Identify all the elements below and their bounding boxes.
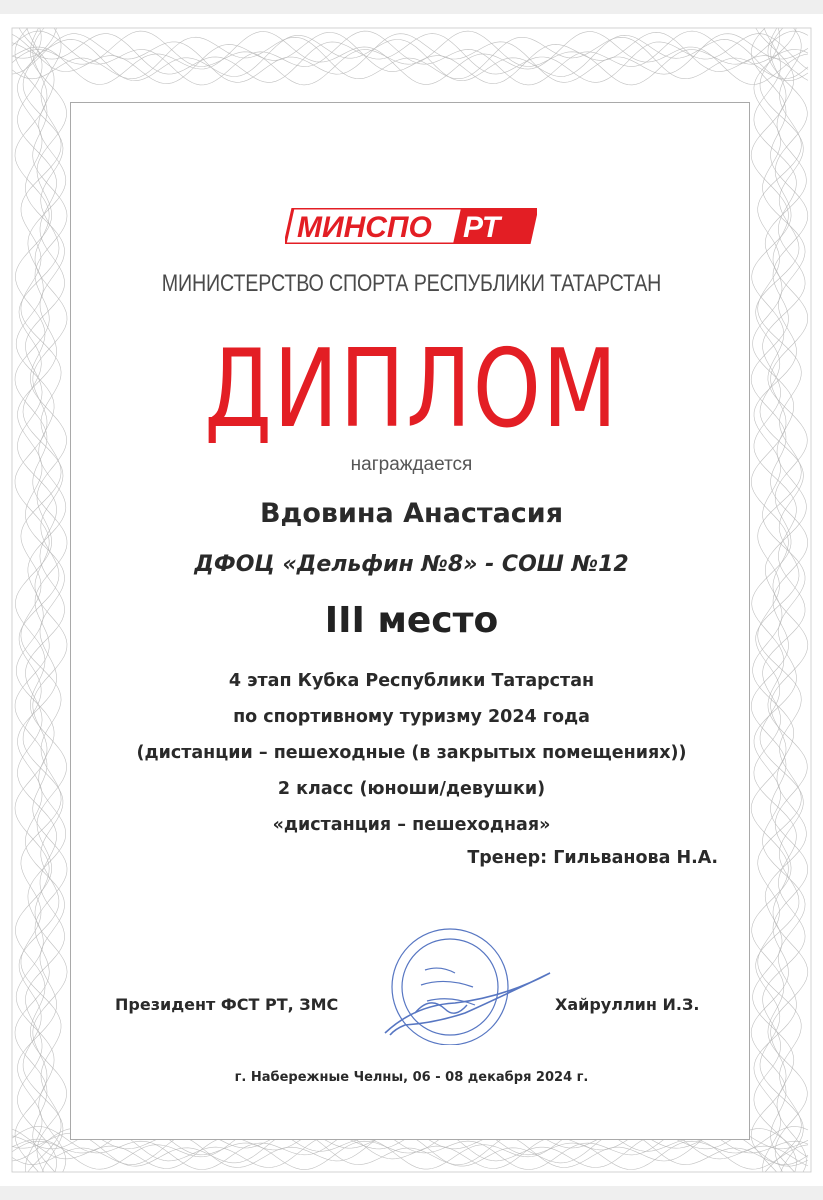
team-name: ДФОЦ «Дельфин №8» - СОШ №12 xyxy=(194,552,629,577)
place-award: III место xyxy=(324,600,499,641)
coach-name: Тренер: Гильванова Н.А. xyxy=(467,848,718,868)
svg-text:МИНСПО: МИНСПО xyxy=(297,211,432,244)
place-and-date: г. Набережные Челны, 06 - 08 декабря 2024 г. xyxy=(234,1070,589,1085)
event-line: 2 класс (юноши/девушки) xyxy=(277,779,546,799)
svg-text:РТ: РТ xyxy=(463,211,501,244)
stamp-and-signature xyxy=(355,925,575,1045)
president-title: Президент ФСТ РТ, ЗМС xyxy=(115,995,339,1014)
recipient-name: Вдовина Анастасия xyxy=(259,498,564,529)
ministry-name: МИНИСТЕРСТВО СПОРТА РЕСПУБЛИКИ ТАТАРСТАН xyxy=(161,270,662,297)
event-line: по спортивному туризму 2024 года xyxy=(233,707,590,727)
minsport-logo xyxy=(285,208,537,244)
signer-name: Хайруллин И.З. xyxy=(555,995,700,1014)
event-line: «дистанция – пешеходная» xyxy=(272,815,551,835)
diploma-title: ДИПЛОМ xyxy=(204,327,619,452)
event-line: (дистанции – пешеходные (в закрытых помещениях)) xyxy=(136,743,687,763)
event-line: 4 этап Кубка Республики Татарстан xyxy=(228,671,595,691)
awarded-label: награждается xyxy=(350,454,473,475)
event-description xyxy=(0,663,823,843)
